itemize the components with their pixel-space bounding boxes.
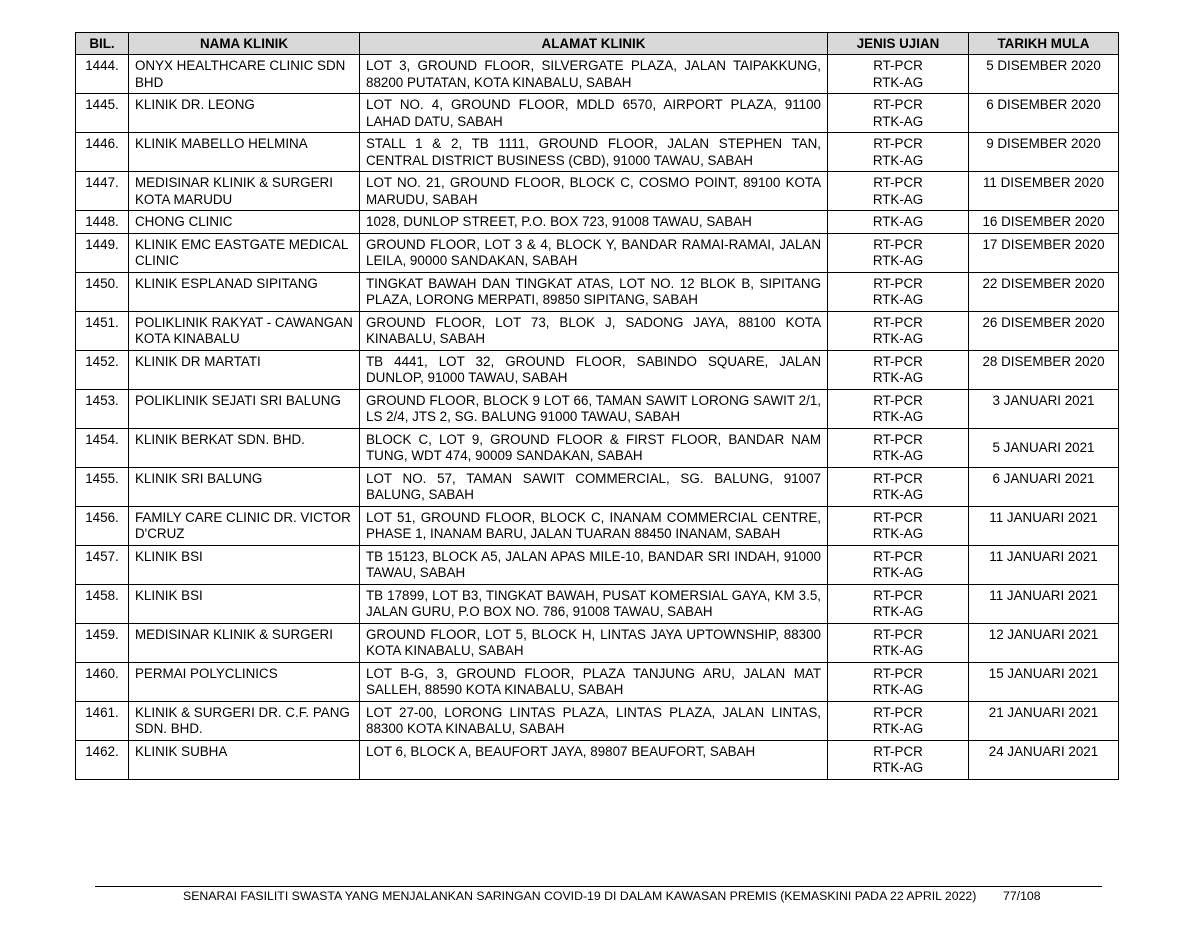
row-alamat-klinik: TINGKAT BAWAH DAN TINGKAT ATAS, LOT NO. 12 BLOK B, SIPITANG PLAZA, LORONG MERPATI, 89850 SIPITANG, SABAH — [360, 272, 828, 311]
row-jenis-ujian — [828, 350, 969, 389]
row-alamat-klinik: 1028, DUNLOP STREET, P.O. BOX 723, 91008 TAWAU, SABAH — [360, 211, 828, 234]
test-type: RT-PCR — [873, 470, 923, 486]
row-alamat-klinik: LOT B-G, 3, GROUND FLOOR, PLAZA TANJUNG ARU, JALAN MAT SALLEH, 88590 KOTA KINABALU, SABAH — [360, 662, 828, 701]
test-type: RTK-AG — [872, 214, 924, 229]
row-bil: 1456. — [76, 506, 129, 545]
row-alamat-klinik: TB 4441, LOT 32, GROUND FLOOR, SABINDO SQUARE, JALAN DUNLOP, 91000 TAWAU, SABAH — [360, 350, 828, 389]
row-jenis-ujian — [828, 55, 969, 94]
row-tarikh-mula: 5 JANUARI 2021 — [969, 428, 1119, 467]
row-tarikh-mula: 21 JANUARI 2021 — [969, 701, 1119, 740]
row-nama-klinik: CHONG CLINIC — [129, 211, 360, 234]
row-tarikh-mula: 12 JANUARI 2021 — [969, 623, 1119, 662]
row-nama-klinik: KLINIK BSI — [129, 584, 360, 623]
row-alamat-klinik: LOT 51, GROUND FLOOR, BLOCK C, INANAM COMMERCIAL CENTRE, PHASE 1, INANAM BARU, JALAN TUARAN 88450 INANAM, SABAH — [360, 506, 828, 545]
row-nama-klinik: KLINIK SRI BALUNG — [129, 467, 360, 506]
row-tarikh-mula: 3 JANUARI 2021 — [969, 389, 1119, 428]
page-number: 77/108 — [1003, 889, 1041, 903]
test-type: RTK-AG — [872, 682, 924, 697]
row-nama-klinik: KLINIK DR MARTATI — [129, 350, 360, 389]
test-type: RT-PCR — [873, 626, 923, 642]
table-row — [76, 133, 1119, 172]
test-type: RT-PCR — [873, 509, 923, 525]
test-type: RTK-AG — [872, 74, 924, 90]
row-jenis-ujian — [828, 506, 969, 545]
clinic-table — [75, 32, 1119, 780]
test-type: RTK-AG — [872, 604, 924, 619]
row-tarikh-mula: 5 DISEMBER 2020 — [969, 55, 1119, 94]
test-type: RT-PCR — [873, 97, 923, 112]
row-nama-klinik: MEDISINAR KLINIK & SURGERI KOTA MARUDU — [129, 172, 360, 211]
row-alamat-klinik: LOT NO. 57, TAMAN SAWIT COMMERCIAL, SG. BALUNG, 91007 BALUNG, SABAH — [360, 467, 828, 506]
row-tarikh-mula: 16 DISEMBER 2020 — [969, 211, 1119, 234]
test-type: RT-PCR — [873, 704, 923, 720]
row-tarikh-mula: 11 JANUARI 2021 — [969, 506, 1119, 545]
row-nama-klinik: KLINIK DR. LEONG — [129, 94, 360, 133]
row-bil: 1447. — [76, 172, 129, 211]
row-bil: 1458. — [76, 584, 129, 623]
test-type: RT-PCR — [873, 275, 923, 291]
row-alamat-klinik: TB 15123, BLOCK A5, JALAN APAS MILE-10, BANDAR SRI INDAH, 91000 TAWAU, SABAH — [360, 545, 828, 584]
test-type: RTK-AG — [872, 760, 924, 775]
row-jenis-ujian — [828, 623, 969, 662]
row-bil: 1446. — [76, 133, 129, 172]
test-type: RTK-AG — [872, 370, 924, 385]
row-tarikh-mula: 11 JANUARI 2021 — [969, 584, 1119, 623]
row-nama-klinik: POLIKLINIK RAKYAT - CAWANGAN KOTA KINABALU — [129, 311, 360, 350]
test-type: RTK-AG — [872, 565, 924, 580]
table-row — [76, 311, 1119, 350]
header-nama-klinik: NAMA KLINIK — [129, 33, 360, 55]
header-alamat-klinik: ALAMAT KLINIK — [360, 33, 828, 55]
row-nama-klinik: FAMILY CARE CLINIC DR. VICTOR D'CRUZ — [129, 506, 360, 545]
row-jenis-ujian — [828, 311, 969, 350]
table-row — [76, 701, 1119, 740]
row-jenis-ujian — [828, 172, 969, 211]
test-type: RT-PCR — [873, 236, 923, 252]
header-tarikh-mula: TARIKH MULA — [969, 33, 1119, 55]
row-tarikh-mula: 6 JANUARI 2021 — [969, 467, 1119, 506]
row-jenis-ujian — [828, 545, 969, 584]
row-jenis-ujian — [828, 701, 969, 740]
test-type: RT-PCR — [873, 314, 923, 330]
row-nama-klinik: KLINIK SUBHA — [129, 740, 360, 779]
row-jenis-ujian — [828, 233, 969, 272]
row-alamat-klinik: TB 17899, LOT B3, TINGKAT BAWAH, PUSAT KOMERSIAL GAYA, KM 3.5, JALAN GURU, P.O BOX NO. 786, 91008 TAWAU, SABAH — [360, 584, 828, 623]
row-jenis-ujian — [828, 272, 969, 311]
footer-text: SENARAI FASILITI SWASTA YANG MENJALANKAN SARINGAN COVID-19 DI DALAM KAWASAN PREMIS (KEMASKINI PADA 22 APRIL 2022) — [183, 889, 977, 903]
row-bil: 1448. — [76, 211, 129, 234]
test-type: RT-PCR — [873, 392, 923, 408]
row-bil: 1453. — [76, 389, 129, 428]
row-alamat-klinik: GROUND FLOOR, LOT 5, BLOCK H, LINTAS JAYA UPTOWNSHIP, 88300 KOTA KINABALU, SABAH — [360, 623, 828, 662]
row-alamat-klinik: STALL 1 & 2, TB 1111, GROUND FLOOR, JALAN STEPHEN TAN, CENTRAL DISTRICT BUSINESS (CBD), 91000 TAWAU, SABAH — [360, 133, 828, 172]
row-jenis-ujian — [828, 662, 969, 701]
row-alamat-klinik: LOT NO. 21, GROUND FLOOR, BLOCK C, COSMO POINT, 89100 KOTA MARUDU, SABAH — [360, 172, 828, 211]
test-type: RT-PCR — [873, 431, 923, 447]
header-bil: BIL. — [76, 33, 129, 55]
row-bil: 1445. — [76, 94, 129, 133]
table-row — [76, 467, 1119, 506]
row-tarikh-mula: 26 DISEMBER 2020 — [969, 311, 1119, 350]
row-tarikh-mula: 11 DISEMBER 2020 — [969, 172, 1119, 211]
table-row — [76, 740, 1119, 779]
row-nama-klinik: KLINIK BERKAT SDN. BHD. — [129, 428, 360, 467]
row-nama-klinik: KLINIK MABELLO HELMINA — [129, 133, 360, 172]
row-bil: 1452. — [76, 350, 129, 389]
row-nama-klinik: KLINIK ESPLANAD SIPITANG — [129, 272, 360, 311]
row-bil: 1462. — [76, 740, 129, 779]
test-type: RT-PCR — [873, 353, 923, 369]
test-type: RT-PCR — [873, 175, 923, 190]
row-bil: 1454. — [76, 428, 129, 467]
table-row — [76, 55, 1119, 94]
row-jenis-ujian — [828, 584, 969, 623]
test-type: RTK-AG — [872, 643, 924, 658]
row-jenis-ujian — [828, 94, 969, 133]
row-alamat-klinik: GROUND FLOOR, BLOCK 9 LOT 66, TAMAN SAWIT LORONG SAWIT 2/1, LS 2/4, JTS 2, SG. BALUNG 91000 TAWAU, SABAH — [360, 389, 828, 428]
test-type: RTK-AG — [872, 487, 924, 502]
test-type: RTK-AG — [872, 253, 924, 268]
row-jenis-ujian — [828, 740, 969, 779]
row-tarikh-mula: 17 DISEMBER 2020 — [969, 233, 1119, 272]
table-row — [76, 506, 1119, 545]
row-jenis-ujian — [828, 133, 969, 172]
row-nama-klinik: POLIKLINIK SEJATI SRI BALUNG — [129, 389, 360, 428]
table-row — [76, 272, 1119, 311]
test-type: RT-PCR — [873, 665, 923, 681]
table-row — [76, 211, 1119, 234]
row-jenis-ujian — [828, 211, 969, 234]
test-type: RTK-AG — [872, 152, 924, 168]
row-jenis-ujian — [828, 389, 969, 428]
row-tarikh-mula: 9 DISEMBER 2020 — [969, 133, 1119, 172]
test-type: RTK-AG — [872, 409, 924, 424]
row-jenis-ujian — [828, 428, 969, 467]
row-nama-klinik: ONYX HEALTHCARE CLINIC SDN BHD — [129, 55, 360, 94]
row-nama-klinik: KLINIK BSI — [129, 545, 360, 584]
row-nama-klinik: KLINIK & SURGERI DR. C.F. PANG SDN. BHD. — [129, 701, 360, 740]
test-type: RTK-AG — [872, 191, 924, 207]
row-tarikh-mula: 24 JANUARI 2021 — [969, 740, 1119, 779]
row-alamat-klinik: LOT 3, GROUND FLOOR, SILVERGATE PLAZA, JALAN TAIPAKKUNG, 88200 PUTATAN, KOTA KINABALU, SABAH — [360, 55, 828, 94]
row-bil: 1455. — [76, 467, 129, 506]
test-type: RTK-AG — [872, 448, 924, 463]
row-tarikh-mula: 28 DISEMBER 2020 — [969, 350, 1119, 389]
row-alamat-klinik: BLOCK C, LOT 9, GROUND FLOOR & FIRST FLOOR, BANDAR NAM TUNG, WDT 474, 90009 SANDAKAN, SABAH — [360, 428, 828, 467]
row-bil: 1451. — [76, 311, 129, 350]
table-row — [76, 584, 1119, 623]
test-type: RT-PCR — [873, 587, 923, 603]
table-row — [76, 172, 1119, 211]
test-type: RT-PCR — [873, 548, 923, 564]
row-tarikh-mula: 6 DISEMBER 2020 — [969, 94, 1119, 133]
test-type: RTK-AG — [872, 721, 924, 736]
table-row — [76, 350, 1119, 389]
row-alamat-klinik: LOT NO. 4, GROUND FLOOR, MDLD 6570, AIRPORT PLAZA, 91100 LAHAD DATU, SABAH — [360, 94, 828, 133]
row-tarikh-mula: 22 DISEMBER 2020 — [969, 272, 1119, 311]
row-tarikh-mula: 15 JANUARI 2021 — [969, 662, 1119, 701]
row-bil: 1461. — [76, 701, 129, 740]
row-bil: 1449. — [76, 233, 129, 272]
row-bil: 1457. — [76, 545, 129, 584]
row-nama-klinik: PERMAI POLYCLINICS — [129, 662, 360, 701]
table-row — [76, 662, 1119, 701]
table-row — [76, 94, 1119, 133]
row-jenis-ujian — [828, 467, 969, 506]
test-type: RTK-AG — [872, 113, 924, 129]
table-row — [76, 233, 1119, 272]
row-bil: 1459. — [76, 623, 129, 662]
test-type: RTK-AG — [872, 331, 924, 346]
footer-rule — [95, 886, 1102, 887]
row-nama-klinik: MEDISINAR KLINIK & SURGERI — [129, 623, 360, 662]
test-type: RT-PCR — [873, 136, 923, 151]
table-row — [76, 545, 1119, 584]
test-type: RT-PCR — [873, 743, 923, 759]
row-bil: 1450. — [76, 272, 129, 311]
row-alamat-klinik: GROUND FLOOR, LOT 73, BLOK J, SADONG JAYA, 88100 KOTA KINABALU, SABAH — [360, 311, 828, 350]
test-type: RTK-AG — [872, 292, 924, 307]
test-type: RTK-AG — [872, 526, 924, 541]
row-alamat-klinik: LOT 6, BLOCK A, BEAUFORT JAYA, 89807 BEAUFORT, SABAH — [360, 740, 828, 779]
test-type: RT-PCR — [873, 58, 923, 73]
row-alamat-klinik: GROUND FLOOR, LOT 3 & 4, BLOCK Y, BANDAR RAMAI-RAMAI, JALAN LEILA, 90000 SANDAKAN, SABAH — [360, 233, 828, 272]
row-bil: 1444. — [76, 55, 129, 94]
header-row — [76, 33, 1119, 55]
row-alamat-klinik: LOT 27-00, LORONG LINTAS PLAZA, LINTAS PLAZA, JALAN LINTAS, 88300 KOTA KINABALU, SABAH — [360, 701, 828, 740]
table-row — [76, 389, 1119, 428]
row-bil: 1460. — [76, 662, 129, 701]
header-jenis-ujian: JENIS UJIAN — [828, 33, 969, 55]
table-row — [76, 428, 1119, 467]
row-nama-klinik: KLINIK EMC EASTGATE MEDICAL CLINIC — [129, 233, 360, 272]
row-tarikh-mula: 11 JANUARI 2021 — [969, 545, 1119, 584]
table-row — [76, 623, 1119, 662]
